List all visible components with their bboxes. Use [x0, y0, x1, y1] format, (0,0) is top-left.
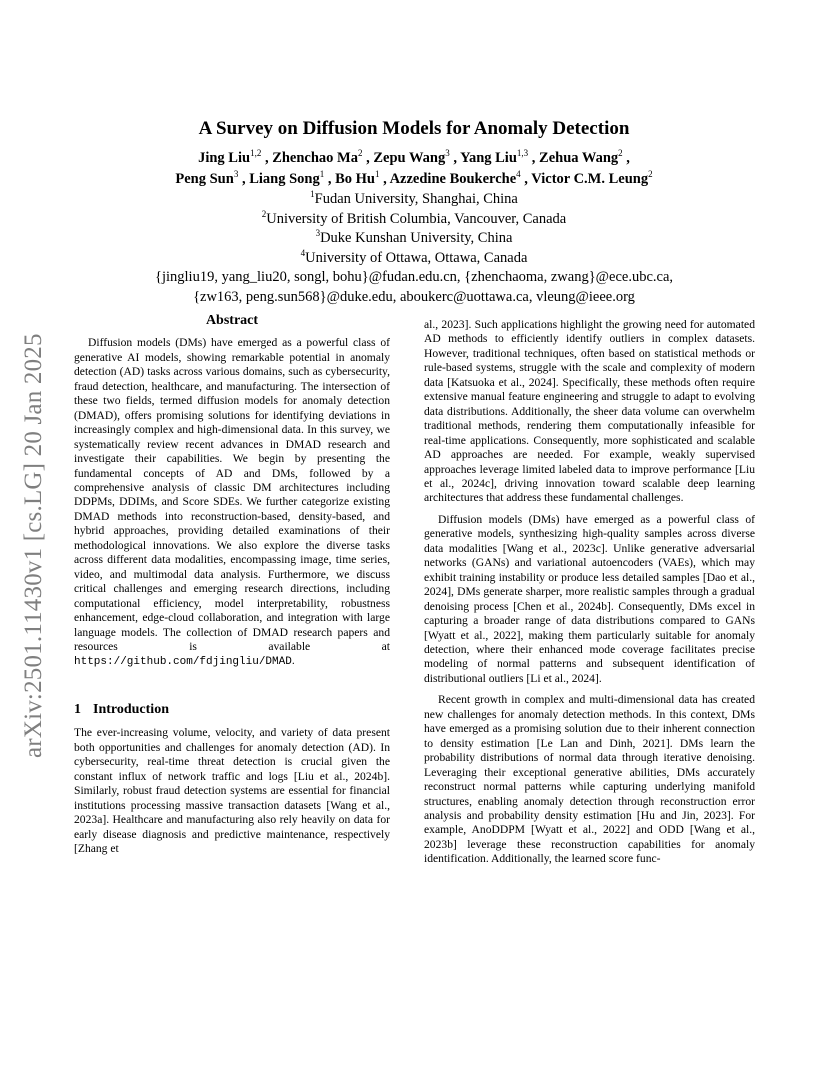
affiliation-text: Fudan University, Shanghai, China [314, 191, 518, 207]
affiliation-marker: 1 [375, 169, 380, 180]
affiliation-marker: 3 [315, 228, 321, 239]
author-name [373, 150, 449, 166]
author-name-text: Victor C.M. Leung [531, 171, 649, 187]
right-column [424, 318, 755, 867]
abstract-heading: Abstract [205, 313, 259, 328]
paper-header [0, 116, 828, 307]
affiliation-marker: 2 [648, 169, 653, 180]
affiliation-text: University of Ottawa, Ottawa, Canada [305, 249, 528, 266]
author-name-text: Yang Liu [460, 150, 517, 166]
author-name-text: Jing Liu [198, 150, 251, 166]
affiliation-marker: 1,3 [516, 148, 529, 159]
author-name-text: Zhenchao Ma [272, 150, 358, 166]
section-heading [74, 703, 390, 717]
author-name-text: Zepu Wang [373, 150, 446, 166]
left-column [74, 314, 390, 856]
abstract-text [74, 336, 390, 669]
section-number: 1 [74, 701, 81, 717]
affiliation-marker: 3 [233, 169, 239, 180]
author-name-text: Azzedine Boukerche [389, 171, 517, 187]
affiliation-marker: 3 [445, 148, 450, 159]
affiliation-marker: 1 [310, 189, 315, 200]
author-name [390, 171, 521, 187]
email-line: {jingliu19, yang_liu20, songl, bohu}@fudan.edu.cn, {zhenchaoma, zwang}@ece.ubc.ca, [155, 269, 673, 285]
affiliation-text: University of British Columbia, Vancouver, Canada [266, 210, 567, 227]
email-list [0, 268, 828, 307]
affiliation-marker: 1,2 [250, 148, 262, 159]
author-name [460, 150, 528, 166]
author-name [539, 150, 623, 166]
author-name [249, 171, 324, 187]
affiliation [0, 190, 828, 210]
affiliation-list [0, 190, 828, 268]
section-title: Introduction [93, 701, 169, 717]
affiliation-marker: 2 [618, 148, 623, 159]
intro-paragraph-3: Recent growth in complex and multi-dimensional data has created new challenges for anomaly detection methods. In this context, DMs have emerged as a promising solution due to their inherent connection to density estimation [Le Lan and Dinh, 2021]. DMs learn the probability distributions of normal data through iterative denoising. Leveraging their exceptional generative abilities, DMs accurately reconstruct normal patterns while capturing underlying manifold structures, enabling anomaly detection through reconstruction error analysis and probability density estimation [Hu and Jin, 2023]. For example, AnoDDPM [Wyatt et al., 2022] and ODD [Wang et al., 2023b] leverage these reconstruction capabilities for anomaly identification. Additionally, the learned score func- [424, 693, 755, 866]
author-list: Jing Liu$^{1,2}$ , Zhenchao Ma$^2$ , Zepu Wang$^3$ , Yang Liu$^{1,3}$ , Zehua Wang$^2$ , Peng Sun$^3$ , Liang Song$^1$ , Bo Hu$^1$ , Azzedine Boukerche$^4$ , Victor C.M. Leung$^2$ [175, 148, 653, 187]
affiliation-marker: 4 [300, 247, 306, 258]
author-name [175, 171, 238, 187]
intro-paragraph-1-part-b: al., 2023]. Such applications highlight the growing need for automated AD methods to efficiently identify outliers in complex datasets. However, traditional techniques, often based on statistical methods or rule-based systems, struggle with the scale and complexity of modern data [Katsuoka et al., 2024]. Specifically, these methods often require extensive manual feature engineering and struggle to adapt to evolving data distributions. Additionally, the sheer data volume can overwhelm traditional methods, rendering them computationally infeasible for real-time applications. Consequently, more sophisticated and scalable AD approaches are needed. For example, weakly supervised approaches leverage limited labeled data to improve performance [Liu et al., 2024c], driving innovation toward scalable deep learning architectures that address these fundamental challenges. [424, 318, 755, 505]
affiliation [0, 229, 828, 249]
email-line: {zw163, peng.sun568}@duke.edu, aboukerc@uottawa.ca, vleung@ieee.org [193, 288, 635, 305]
intro-paragraph-2: Diffusion models (DMs) have emerged as a powerful class of generative models, synthesizing high-quality samples across diverse data modalities [Wang et al., 2023c]. Unlike generative adversarial networks (GANs) and variational autoencoders (VAEs), which may exhibit training instability or produce less detailed samples [Dao et al., 2024], DMs generate sharper, more realistic samples through a gradual denoising process [Chen et al., 2024b]. Consequently, DMs excel in capturing a broader range of data distributions compared to GANs [Wyatt et al., 2022], making them particularly suitable for anomaly detection, where their enhanced mode coverage facilitates precise modeling of normal patterns and subsequent identification of distributional outliers [Li et al., 2024]. [424, 512, 755, 685]
author-name-text: Liang Song [249, 171, 320, 187]
affiliation [0, 249, 828, 269]
author-name [531, 171, 652, 187]
arxiv-identifier: arXiv:2501.11430v1 [cs.LG] 20 Jan 2025 [20, 333, 47, 758]
author-name [272, 150, 362, 166]
intro-paragraph-1-part-a: The ever-increasing volume, velocity, and variety of data present both opportunities and challenges for anomaly detection (AD). In cybersecurity, real-time threat detection is crucial given the constant influx of network traffic and logs [Liu et al., 2024b]. Similarly, robust fraud detection systems are essential for financial institutions processing massive transaction datasets [Wang et al., 2023a]. Healthcare and manufacturing also rely heavily on data for early disease diagnosis and predictive maintenance, respectively [Zhang et [74, 726, 390, 855]
repository-link[interactable]: https://github.com/fdjingliu/DMAD [74, 656, 292, 669]
affiliation-marker: 1 [319, 169, 325, 180]
affiliation-text: Duke Kunshan University, China [320, 230, 513, 246]
author-name-text: Peng Sun [175, 171, 234, 187]
affiliation-marker: 4 [516, 169, 521, 180]
abstract-body: Diffusion models (DMs) have emerged as a powerful class of generative AI models, showing remarkable potential in anomaly detection (AD) tasks across various domains, such as cybersecurity, fraud detection, healthcare, and manufacturing. The intersection of these two fields, termed diffusion models for anomaly detection (DMAD), offers promising solutions for identifying deviations in increasingly complex and high-dimensional data. In this survey, we systematically review recent advances in DMAD research and investigate their capabilities. We begin by presenting the fundamental concepts of AD and DMs, followed by a comprehensive analysis of classic DM architectures including DDPMs, DDIMs, and Score SDEs. We further categorize existing DMAD methods into reconstruction-based, density-based, and hybrid approaches, providing detailed examinations of their methodological innovations. We also explore the diverse tasks across different data modalities, encompassing image, time series, video, and multimodal data analysis. Furthermore, we discuss critical challenges and emerging research directions, including computational efficiency, model interpretability, robustness enhancement, edge-cloud collaboration, and integration with large language models. The collection of DMAD research papers and resources is available at [74, 336, 390, 653]
affiliation-marker: 2 [357, 148, 363, 159]
paper-title: A Survey on Diffusion Models for Anomaly Detection [198, 118, 630, 139]
author-name [198, 150, 261, 166]
author-name-text: Zehua Wang [539, 150, 619, 166]
affiliation [0, 210, 828, 230]
author-name [335, 171, 379, 187]
abstract-end: . [291, 654, 295, 668]
affiliation-marker: 2 [261, 208, 267, 219]
author-name-text: Bo Hu [335, 171, 375, 187]
